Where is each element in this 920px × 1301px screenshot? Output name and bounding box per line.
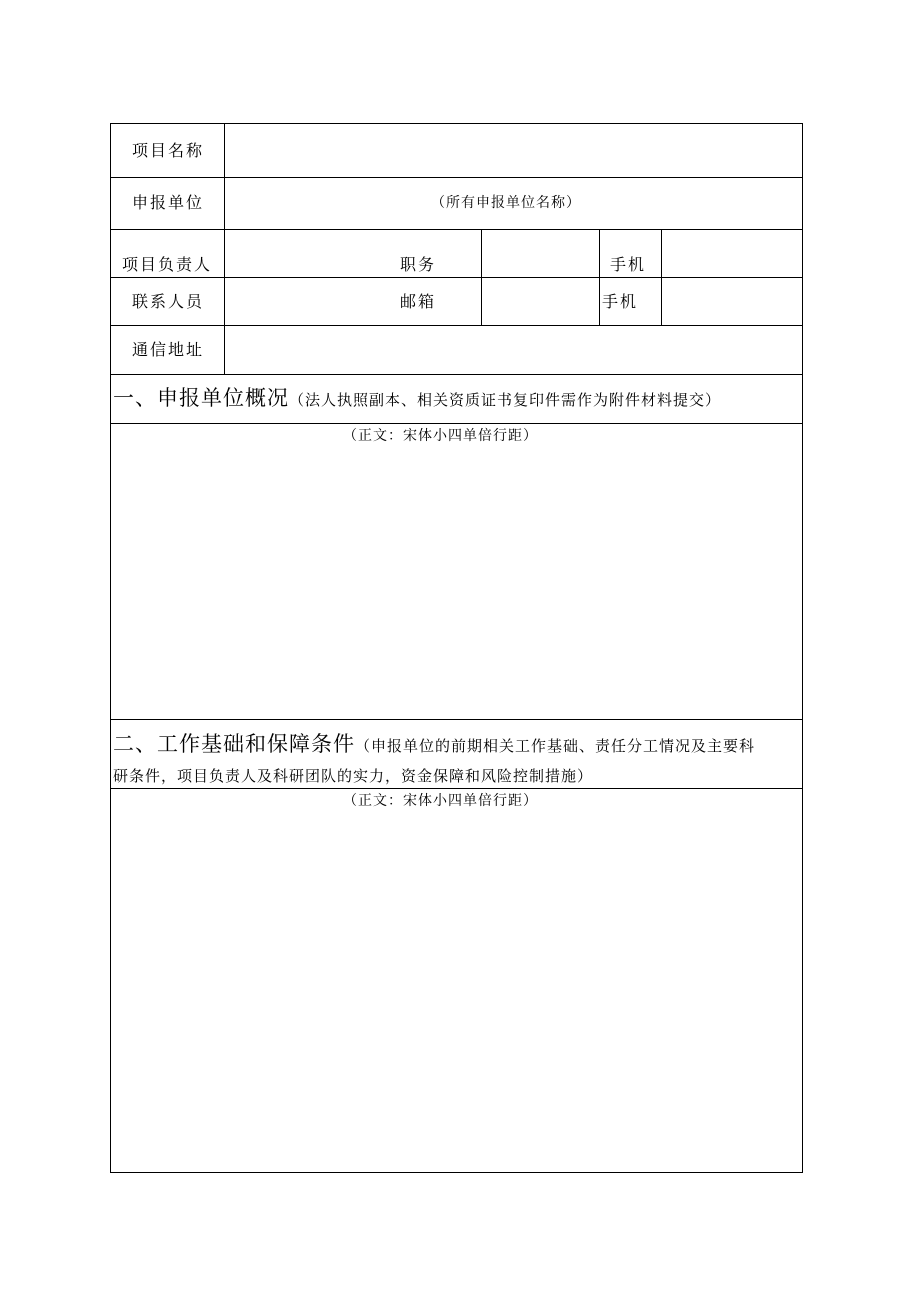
section-heading — [113, 734, 755, 756]
row-divider — [111, 229, 802, 230]
section-note: （申报单位的前期相关工作基础、责任分工情况及主要科 — [355, 737, 756, 755]
position-label: 职务 — [400, 255, 437, 274]
row-divider — [111, 325, 802, 326]
section-heading — [113, 388, 721, 410]
mobile-label: 手机 — [602, 292, 639, 311]
column-divider — [661, 229, 662, 325]
column-divider — [224, 124, 225, 374]
section-body-hint: （正文：宋体小四单倍行距） — [343, 793, 538, 809]
section-note-continued: 研条件，项目负责人及科研团队的实力，资金保障和风险控制措施） — [113, 767, 594, 785]
mobile-field[interactable] — [663, 279, 801, 324]
section-body-area[interactable] — [111, 789, 802, 1172]
applicant-unit-hint: （所有申报单位名称） — [431, 195, 581, 211]
column-divider — [599, 229, 600, 325]
contact-person-label: 联系人员 — [132, 292, 205, 311]
project-leader-label: 项目负责人 — [122, 255, 213, 274]
address-label: 通信地址 — [132, 340, 205, 359]
section-note: （法人执照副本、相关资质证书复印件需作为附件材料提交） — [289, 391, 722, 409]
application-form — [110, 123, 803, 1173]
email-label: 邮箱 — [400, 292, 437, 311]
row-divider — [111, 177, 802, 178]
row-divider — [111, 719, 802, 720]
mobile-field[interactable] — [663, 231, 801, 276]
applicant-unit-label: 申报单位 — [132, 193, 205, 212]
project-leader-field[interactable] — [226, 231, 479, 276]
section-title: 一、申报单位概况 — [113, 386, 289, 410]
address-field[interactable] — [226, 327, 801, 373]
applicant-unit-field[interactable] — [226, 179, 801, 228]
column-divider — [481, 229, 482, 325]
section-title: 二、工作基础和保障条件 — [113, 732, 355, 756]
row-divider — [111, 277, 802, 278]
project-name-field[interactable] — [226, 125, 801, 176]
email-field[interactable] — [483, 279, 597, 324]
section-body-area[interactable] — [111, 424, 802, 718]
position-field[interactable] — [483, 231, 597, 276]
row-divider — [111, 374, 802, 375]
section-body-hint: （正文：宋体小四单倍行距） — [343, 428, 538, 444]
contact-person-field[interactable] — [226, 279, 479, 324]
project-name-label: 项目名称 — [132, 141, 205, 160]
mobile-label: 手机 — [610, 255, 647, 274]
